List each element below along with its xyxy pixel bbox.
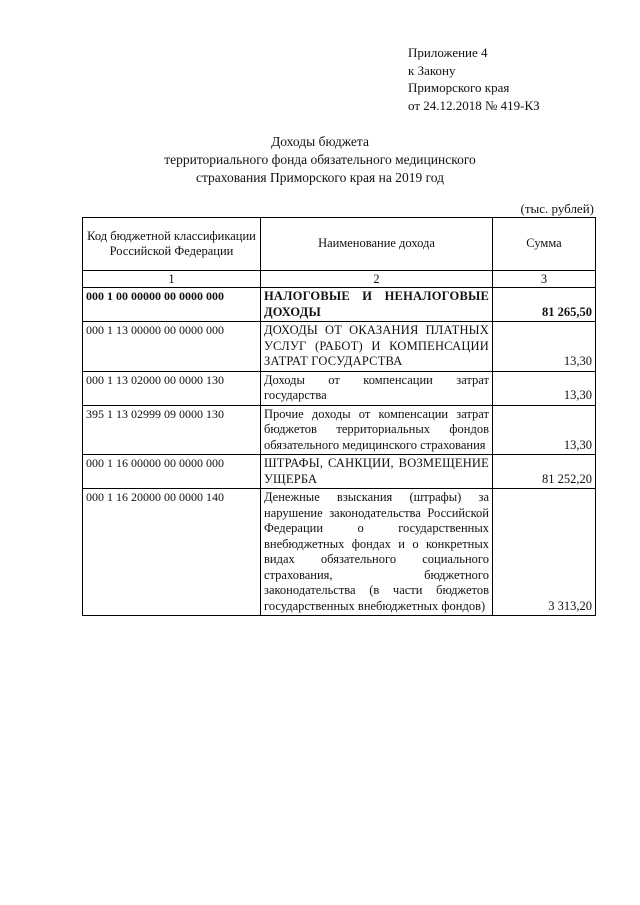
appendix-line: Приложение 4 [408, 45, 488, 60]
row-sum: 81 265,50 [493, 288, 596, 322]
row-sum: 13,30 [493, 371, 596, 405]
row-code: 000 1 00 00000 00 0000 000 [83, 288, 261, 322]
appendix-line: Приморского края [408, 80, 510, 95]
row-sum: 81 252,20 [493, 455, 596, 489]
row-sum: 13,30 [493, 405, 596, 455]
row-code: 000 1 16 20000 00 0000 140 [83, 489, 261, 616]
column-number: 3 [493, 271, 596, 288]
column-number-row [83, 271, 596, 288]
table-row [83, 371, 596, 405]
table-body [83, 288, 596, 616]
header-sum: Сумма [493, 218, 596, 271]
row-sum: 13,30 [493, 322, 596, 372]
row-code: 000 1 13 00000 00 0000 000 [83, 322, 261, 372]
table-row [83, 489, 596, 616]
row-code: 395 1 13 02999 09 0000 130 [83, 405, 261, 455]
column-number: 1 [83, 271, 261, 288]
row-name: ШТРАФЫ, САНКЦИИ, ВОЗМЕЩЕНИЕ УЩЕРБА [261, 455, 493, 489]
title-line: территориального фонда обязательного медицинского [164, 152, 476, 167]
row-name: Денежные взыскания (штрафы) за нарушение законодательства Российской Федерации о государственных внебюджетных фондах и о конкретных видах обязательного социального страхования, бюджетного законодательства (в части бюджетов государственных внебюджетных фондов) [261, 489, 493, 616]
column-number: 2 [261, 271, 493, 288]
row-code: 000 1 16 00000 00 0000 000 [83, 455, 261, 489]
table-row [83, 322, 596, 372]
row-name: ДОХОДЫ ОТ ОКАЗАНИЯ ПЛАТНЫХ УСЛУГ (РАБОТ) И КОМПЕНСАЦИИ ЗАТРАТ ГОСУДАРСТВА [261, 322, 493, 372]
appendix-line: от 24.12.2018 № 419-КЗ [408, 97, 540, 113]
table-row [83, 288, 596, 322]
table-row [83, 455, 596, 489]
header-code: Код бюджетной классификации Российской Федерации [83, 218, 261, 271]
row-code: 000 1 13 02000 00 0000 130 [83, 371, 261, 405]
document-title [0, 133, 640, 187]
title-line: Доходы бюджета [271, 134, 369, 149]
revenue-table [82, 217, 596, 616]
units-label: (тыс. рублей) [520, 201, 594, 216]
table-header-row [83, 218, 596, 271]
header-name: Наименование дохода [261, 218, 493, 271]
row-name: Прочие доходы от компенсации затрат бюджетов территориальных фондов обязательного медицинского страхования [261, 405, 493, 455]
row-sum: 3 313,20 [493, 489, 596, 616]
row-name: Доходы от компенсации затрат государства [261, 371, 493, 405]
appendix-line: к Закону [408, 62, 456, 78]
appendix-block [408, 44, 540, 114]
title-line: страхования Приморского края на 2019 год [196, 170, 444, 185]
row-name: НАЛОГОВЫЕ И НЕНАЛОГОВЫЕ ДОХОДЫ [261, 288, 493, 322]
table-row [83, 405, 596, 455]
